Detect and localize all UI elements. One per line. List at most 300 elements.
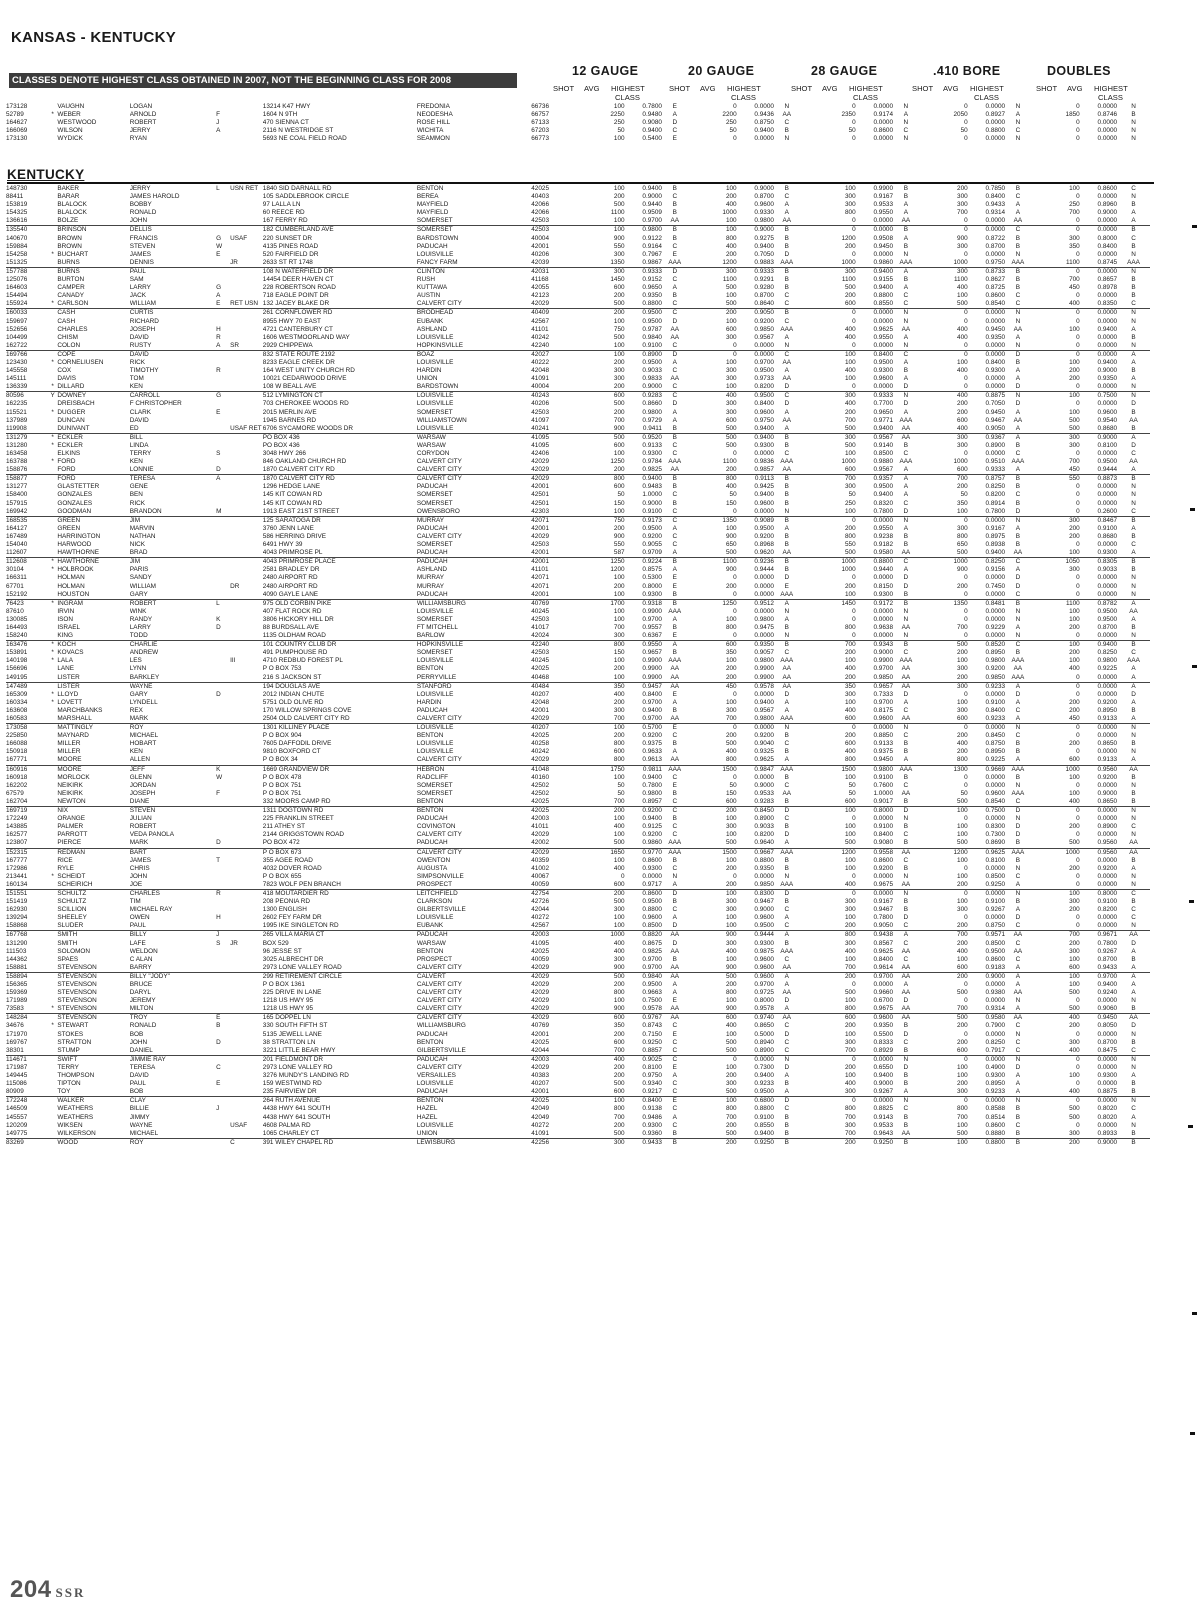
- class-410: C: [1015, 955, 1021, 963]
- first-name: JULIAN: [129, 815, 152, 823]
- avg-12: 0.9500: [642, 309, 662, 317]
- shot-410: 800: [957, 532, 968, 540]
- middle-initial: [216, 948, 230, 956]
- class-12: A: [672, 981, 677, 988]
- shot-12: 350: [613, 1022, 625, 1030]
- table-row: [6, 1138, 1150, 1147]
- city: WARSAW: [416, 939, 446, 947]
- avg-20: 0.9089: [754, 516, 774, 524]
- avg-28: 0.9614: [856, 964, 893, 973]
- first-name: BRUCE: [129, 981, 153, 988]
- class-12: E: [672, 250, 677, 258]
- shot-20: 1000: [722, 209, 737, 217]
- avg-410: 0.9333: [968, 466, 1005, 475]
- shot-28: 300: [845, 1038, 856, 1046]
- member-id: 155924: [6, 300, 48, 309]
- avg-410: 0.9380: [985, 989, 1006, 997]
- avg-12: 0.9770: [642, 848, 662, 856]
- last-name: SMITH: [57, 931, 78, 939]
- shot-20: 200: [725, 250, 737, 258]
- status-mark: [48, 1064, 57, 1072]
- avg-28: 0.8600: [873, 856, 894, 864]
- avg-20: 0.8940: [754, 1038, 774, 1046]
- avg-doubles: 0.9560: [1097, 848, 1118, 856]
- member-id: 137989: [6, 416, 28, 424]
- first-name: F CHRISTOPHER: [129, 400, 182, 408]
- zip: 42029: [531, 1063, 550, 1071]
- class-28: D: [903, 690, 909, 698]
- shot-doubles: 0: [1076, 333, 1080, 341]
- address: 208 PEONIA RD: [262, 898, 311, 906]
- zip: 40206: [531, 400, 550, 408]
- address: 846 OAKLAND CHURCH RD: [262, 458, 347, 466]
- class-410: A: [1015, 906, 1021, 914]
- last-name: STUMP: [57, 1047, 129, 1056]
- avg-20: 0.9836: [754, 458, 774, 466]
- member-id: 169767: [6, 1038, 28, 1046]
- member-id: 173130: [6, 135, 28, 143]
- shot-12: 200: [613, 889, 625, 897]
- class-doubles: C: [1131, 906, 1136, 914]
- last-name: NIX: [57, 807, 68, 815]
- avg-20: 0.9100: [754, 1113, 774, 1121]
- shot-28: 0: [852, 119, 856, 127]
- column-header-class-12: CLASS: [615, 93, 640, 102]
- avg-12: 0.9900: [642, 657, 662, 665]
- class-20: A: [774, 756, 800, 765]
- status-mark: [48, 740, 57, 748]
- avg-410: 0.0000: [985, 1097, 1006, 1105]
- zip: 42503: [531, 649, 550, 657]
- avg-28: 0.9350: [873, 1022, 894, 1030]
- class-410: C: [1015, 491, 1021, 499]
- shot-28: 600: [800, 300, 856, 309]
- address: 2633 ST RT 1748: [263, 259, 417, 268]
- avg-28: 0.8550: [856, 300, 893, 309]
- status-mark: [48, 922, 57, 931]
- avg-20: 0.8300: [754, 889, 774, 897]
- middle-initial: M: [216, 508, 230, 517]
- avg-doubles: 0.8400: [1097, 242, 1118, 250]
- class-20: AA: [774, 549, 800, 558]
- shot-410: 300: [957, 706, 968, 714]
- zip: 42001: [531, 483, 550, 491]
- address: 4438 HWY 641 SOUTH: [262, 1113, 331, 1121]
- class-doubles: N: [1131, 1121, 1136, 1129]
- class-410: D: [1005, 383, 1031, 392]
- avg-12: 0.9333: [642, 267, 662, 275]
- first-name: LYNN: [129, 665, 147, 673]
- avg-28: 0.9550: [873, 209, 894, 217]
- class-20: A: [784, 367, 789, 375]
- shot-28: 300: [845, 483, 856, 491]
- middle-initial: E: [216, 1014, 221, 1022]
- middle-initial: E: [216, 1080, 221, 1088]
- city: LOUISVILLE: [416, 250, 454, 258]
- shot-28: 200: [845, 242, 856, 250]
- suffix: [230, 665, 263, 673]
- shot-20: 100: [725, 358, 737, 366]
- avg-12: 0.8600: [642, 889, 662, 897]
- avg-410: 0.9000: [985, 972, 1006, 980]
- address: 4608 PALMA RD: [262, 1121, 311, 1129]
- class-12: A: [672, 524, 677, 532]
- suffix: [230, 997, 263, 1005]
- shot-doubles: 200: [1069, 375, 1080, 383]
- avg-410: 0.0000: [985, 226, 1006, 234]
- suffix: [230, 857, 263, 865]
- class-20: C: [784, 119, 790, 127]
- class-doubles: D: [1131, 400, 1136, 408]
- member-id: 145111: [6, 375, 27, 383]
- class-12: AA: [662, 466, 688, 475]
- class-20: AAA: [780, 765, 794, 773]
- suffix: [230, 516, 263, 525]
- avg-20: 0.9444: [754, 931, 774, 939]
- last-name: STEVENSON: [57, 964, 129, 973]
- avg-20: 0.0000: [754, 135, 774, 143]
- avg-12: 1.0000: [642, 491, 662, 499]
- shot-410: 300: [957, 193, 968, 201]
- member-id: 162930: [6, 906, 28, 914]
- shot-12: 100: [613, 773, 625, 781]
- avg-doubles: 0.0000: [1080, 922, 1117, 931]
- class-doubles: N: [1131, 815, 1136, 823]
- last-name: NEIKIRK: [57, 789, 83, 797]
- suffix: [230, 599, 263, 608]
- avg-doubles: 0.0000: [1097, 491, 1118, 499]
- class-28: AA: [893, 1005, 919, 1014]
- status-mark: [48, 193, 57, 201]
- class-12: D: [662, 922, 688, 931]
- class-doubles: N: [1117, 881, 1150, 890]
- last-name: WEATHERS: [57, 1113, 94, 1121]
- zip: 42029: [531, 475, 550, 483]
- avg-410: 0.0000: [985, 350, 1006, 358]
- class-28: B: [893, 591, 919, 600]
- shot-28: 800: [800, 1005, 856, 1014]
- avg-20: 0.0000: [754, 1055, 774, 1063]
- shot-410: 0: [964, 135, 968, 143]
- shot-410: 700: [957, 1113, 968, 1121]
- class-20: B: [784, 234, 789, 242]
- status-mark: *: [51, 358, 54, 366]
- class-doubles: B: [1131, 111, 1136, 119]
- shot-20: 100: [688, 922, 737, 931]
- last-name: SLUDER: [57, 922, 129, 931]
- middle-initial: [216, 383, 230, 392]
- middle-initial: [216, 657, 230, 665]
- class-20: B: [784, 433, 789, 441]
- class-12: C: [672, 807, 678, 815]
- last-name: CHISM: [57, 333, 78, 341]
- avg-doubles: 0.9133: [1080, 756, 1117, 765]
- class-doubles: B: [1131, 516, 1136, 524]
- city: LOUISVILLE: [416, 914, 454, 922]
- suffix: [230, 707, 263, 715]
- class-410: AA: [1013, 416, 1023, 424]
- shot-410: 700: [957, 209, 968, 217]
- class-12: D: [672, 119, 678, 127]
- suffix: [230, 1072, 263, 1080]
- shot-410: 50: [960, 491, 968, 499]
- avg-28: 0.5500: [873, 1030, 894, 1038]
- shot-28: 100: [845, 864, 856, 872]
- first-name: FRANCIS: [129, 234, 158, 242]
- shot-20: 500: [725, 740, 737, 748]
- shot-12: 600: [613, 284, 625, 292]
- member-id: 144362: [6, 955, 28, 963]
- avg-20: 0.9236: [754, 558, 774, 566]
- shot-28: 300: [845, 939, 856, 947]
- avg-12: 0.9300: [625, 591, 662, 600]
- avg-410: 0.8700: [985, 242, 1006, 250]
- avg-28: 0.9143: [873, 1113, 894, 1121]
- suffix: [230, 889, 263, 898]
- address: 235 FAIRVIEW DR: [263, 1088, 417, 1097]
- city: SOMERSET: [416, 226, 453, 234]
- status-mark: [48, 608, 57, 616]
- class-410: B: [1015, 898, 1021, 906]
- last-name: GONZALES: [57, 491, 93, 499]
- class-410: N: [1015, 392, 1021, 400]
- zip: 40160: [531, 773, 550, 781]
- class-12: AA: [662, 217, 688, 226]
- shot-20: 200: [725, 582, 737, 590]
- shot-12: 100: [613, 185, 625, 192]
- table-row: [6, 641, 1150, 650]
- class-28: AA: [893, 217, 919, 226]
- class-28: AA: [893, 881, 919, 890]
- class-20: B: [784, 541, 789, 549]
- avg-20: 0.9875: [754, 947, 774, 955]
- avg-12: 0.8600: [642, 856, 662, 864]
- avg-410: 0.9850: [968, 674, 1005, 683]
- avg-doubles: 0.8350: [1080, 300, 1117, 309]
- zip: 41095: [531, 939, 550, 947]
- class-28: N: [903, 615, 909, 623]
- class-doubles: B: [1131, 276, 1136, 284]
- class-doubles: A: [1131, 524, 1136, 532]
- shot-28: 0: [852, 1055, 856, 1063]
- shot-doubles: 0: [1031, 342, 1080, 351]
- first-name: BILLY: [129, 931, 147, 939]
- avg-28: 0.0000: [873, 516, 894, 524]
- avg-28: 0.9650: [873, 408, 894, 416]
- shot-28: 200: [800, 674, 856, 683]
- avg-410: 0.0000: [985, 615, 1006, 623]
- zip: 42240: [531, 641, 550, 649]
- status-mark: *: [51, 111, 54, 119]
- class-20: B: [784, 773, 789, 781]
- shot-28: 100: [845, 856, 856, 864]
- city: CALVERT CITY: [416, 997, 462, 1005]
- shot-20: 0: [733, 135, 737, 143]
- shot-20: 150: [725, 499, 737, 507]
- table-row: [6, 1080, 1150, 1088]
- middle-initial: [216, 103, 230, 111]
- avg-12: 0.8900: [642, 350, 662, 358]
- middle-initial: [216, 740, 230, 748]
- middle-initial: [216, 558, 230, 567]
- last-name: IRVIN: [57, 607, 75, 615]
- shot-20: 300: [725, 1080, 737, 1088]
- avg-410: 0.7800: [968, 508, 1005, 517]
- class-410: A: [1005, 466, 1031, 475]
- class-410: N: [1005, 342, 1031, 351]
- class-410: AAA: [1011, 789, 1025, 797]
- avg-410: 0.0000: [985, 375, 1006, 383]
- address: 1065 CHARLEY CT: [263, 1130, 417, 1139]
- avg-doubles: 0.0000: [1097, 250, 1118, 258]
- status-mark: [48, 1088, 57, 1097]
- last-name: DUNIVANT: [57, 425, 129, 434]
- avg-20: 0.9620: [737, 549, 774, 558]
- avg-20: 0.9000: [754, 226, 774, 234]
- table-row: [6, 1047, 1150, 1056]
- class-28: D: [903, 582, 909, 590]
- class-12: C: [672, 441, 678, 449]
- avg-28: 0.9700: [873, 665, 894, 673]
- city: BRODHEAD: [416, 309, 454, 317]
- middle-initial: [216, 201, 230, 209]
- scan-edge-mark: [1192, 1312, 1197, 1315]
- class-28: B: [903, 193, 908, 201]
- shot-12: 100: [613, 350, 625, 358]
- class-20: C: [784, 649, 790, 657]
- suffix: [230, 217, 263, 226]
- shot-410: 700: [919, 1005, 968, 1014]
- class-doubles: N: [1131, 499, 1136, 507]
- suffix: [230, 318, 263, 326]
- class-doubles: A: [1131, 698, 1136, 706]
- shot-20: 500: [725, 433, 737, 441]
- class-doubles: A: [1131, 350, 1136, 358]
- class-20: B: [784, 1080, 789, 1088]
- class-20: B: [784, 441, 789, 449]
- address: 3806 HICKORY HILL DR: [262, 615, 334, 623]
- status-mark: [48, 940, 57, 948]
- first-name: RANDY: [129, 615, 153, 623]
- shot-28: 100: [845, 997, 856, 1005]
- shot-12: 1200: [610, 566, 625, 574]
- middle-initial: [216, 500, 230, 508]
- shot-12: 200: [613, 981, 625, 988]
- middle-initial: A: [216, 475, 221, 483]
- address: 228 ROBERTSON ROAD: [262, 284, 336, 292]
- address: BOX 529: [262, 939, 289, 947]
- shot-410: 800: [919, 756, 968, 765]
- address: 330 SOUTH FIFTH ST: [262, 1022, 328, 1030]
- class-28: A: [903, 698, 908, 706]
- class-12: AAA: [668, 848, 682, 856]
- column-header-shot-12: SHOT: [553, 84, 575, 93]
- suffix: [230, 848, 263, 857]
- kentucky-records-table: [6, 185, 1150, 1147]
- class-28: C: [903, 499, 909, 507]
- shot-12: 800: [613, 1105, 625, 1113]
- suffix: [230, 591, 263, 600]
- avg-12: 0.9900: [642, 607, 662, 615]
- shot-410: 0: [964, 119, 968, 127]
- class-28: B: [903, 541, 908, 549]
- avg-28: 0.8929: [856, 1047, 893, 1056]
- shot-410: 400: [957, 367, 968, 375]
- class-28: AA: [901, 972, 911, 980]
- status-mark: [48, 350, 57, 359]
- shot-410: 1000: [919, 259, 968, 268]
- class-12: B: [672, 789, 677, 797]
- member-id: 151325: [6, 259, 48, 268]
- suffix: [230, 1097, 263, 1106]
- class-12: B: [672, 898, 677, 906]
- avg-28: 0.0000: [873, 250, 894, 258]
- avg-20: 0.8200: [754, 831, 774, 839]
- column-header-shot-doubles: SHOT: [1036, 84, 1058, 93]
- shot-20: 100: [725, 1063, 737, 1071]
- class-20: D: [784, 400, 790, 408]
- avg-doubles: 0.0000: [1097, 333, 1118, 341]
- address: 182 CUMBERLAND AVE: [262, 226, 334, 234]
- suffix: [230, 1047, 263, 1056]
- shot-28: 2350: [841, 111, 856, 119]
- last-name: ISRAEL: [57, 623, 81, 631]
- member-id: 73583: [6, 1005, 48, 1014]
- shot-28: 800: [845, 623, 856, 631]
- avg-28: 0.9450: [873, 242, 894, 250]
- shot-doubles: 0: [1076, 1097, 1080, 1105]
- status-mark: [48, 533, 57, 541]
- avg-20: 0.9300: [754, 441, 774, 449]
- state-heading-rule: [7, 182, 1154, 184]
- class-doubles: N: [1131, 119, 1136, 127]
- member-id: 148730: [6, 185, 28, 192]
- shot-410: 300: [957, 433, 968, 441]
- avg-12: 0.9700: [642, 615, 662, 623]
- suffix: [230, 292, 263, 300]
- class-410: AAA: [1005, 674, 1031, 683]
- suffix: [230, 334, 263, 342]
- shot-12: 400: [613, 947, 625, 955]
- class-12: E: [672, 1030, 677, 1038]
- first-name: GENE: [129, 483, 148, 491]
- class-doubles: AA: [1129, 765, 1138, 773]
- class-28: C: [903, 939, 909, 947]
- class-28: B: [903, 226, 908, 234]
- shot-doubles: 100: [1069, 358, 1080, 366]
- table-row: [6, 815, 1150, 823]
- last-name: WALKER: [57, 1097, 85, 1105]
- class-doubles: N: [1131, 781, 1136, 789]
- last-name: CASH: [57, 309, 76, 317]
- member-id: 166088: [6, 740, 28, 748]
- class-12: A: [672, 641, 677, 649]
- city: PADUCAH: [416, 558, 448, 566]
- avg-28: 0.9140: [873, 441, 894, 449]
- shot-410: 1000: [953, 558, 968, 566]
- shot-12: 400: [613, 939, 625, 947]
- shot-410: 100: [957, 1138, 968, 1146]
- shot-20: 200: [688, 674, 737, 683]
- avg-doubles: 0.0000: [1097, 309, 1118, 317]
- shot-28: 500: [800, 549, 856, 558]
- zip: 42029: [531, 466, 575, 475]
- shot-doubles: 200: [1069, 524, 1080, 532]
- class-28: B: [903, 898, 908, 906]
- status-mark: [48, 342, 57, 351]
- first-name: WILLIAM: [130, 300, 216, 309]
- shot-20: 300: [725, 333, 737, 341]
